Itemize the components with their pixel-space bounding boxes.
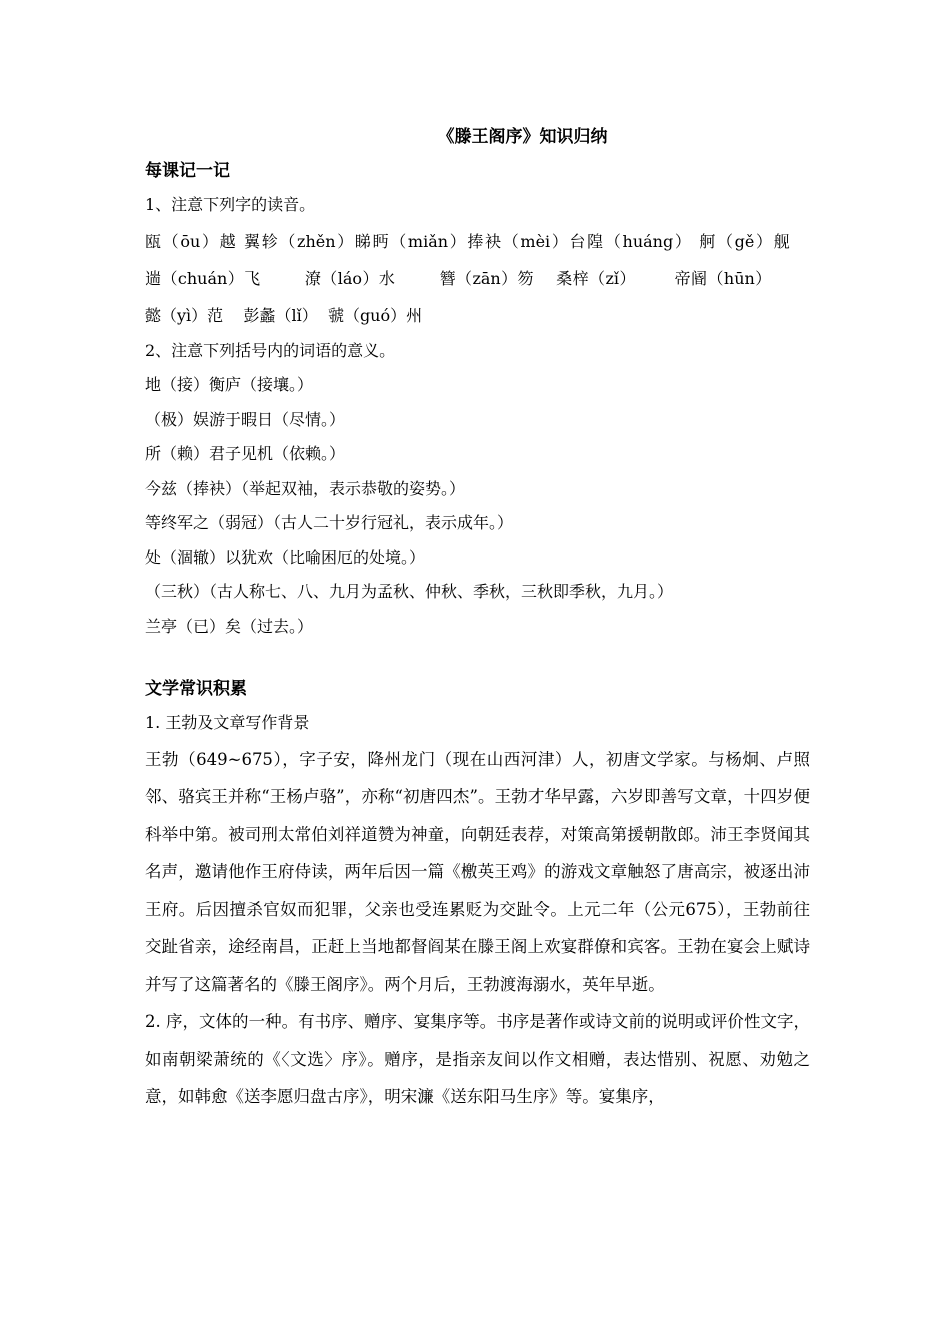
item-label-pronunciation: 1、注意下列字的读音。 — [145, 195, 316, 214]
pronunciation-entry: 台隍（huáng） — [569, 231, 700, 251]
item-label-author-background: 1. 王勃及文章写作背景 — [145, 713, 310, 732]
pronunciation-entry: 潦（láo）水 — [304, 268, 435, 288]
pronunciation-entry: 桑梓（zǐ） — [556, 268, 670, 288]
pronunciation-entry: 彭蠡（lǐ） — [243, 305, 323, 325]
pronunciation-entry: 簪（zān）笏 — [439, 268, 551, 288]
meaning-line: 地（接）衡庐（接壤。） — [145, 375, 314, 394]
author-background-paragraph: 王勃（649~675），字子安，降州龙门（现在山西河津）人，初唐文学家。与杨炯、卢照邻、骆宾王并称“王杨卢骆”，亦称“初唐四杰”。王勃才华早露，六岁即善写文章，十四岁便科举中第。被司刑太常伯刘祥道赞为神童，向朝廷表荐，对策高第援朝散郎。沛王李贤闻其名声，邀请他作王府侍读，两年后因一篇《檄英王鸡》的游戏文章触怒了唐高宗，被逐出沛王府。后因擅杀官奴而犯罪，父亲也受连累贬为交趾令。上元二年（公元675），王勃前往交趾省亲，途经南昌，正赶上当地都督阎某在滕王阁上欢宴群僚和宾客。王勃在宴会上赋诗并写了这篇著名的《滕王阁序》。两个月后，王勃渡海溺水，英年早逝。 — [145, 749, 810, 994]
meaning-line: 兰亭（已）矣（过去。） — [145, 616, 314, 636]
meaning-line: 所（赖）君子见机（依赖。） — [145, 444, 346, 463]
meaning-line: 处（涸辙）以犹欢（比喻困厄的处境。） — [145, 547, 426, 567]
section-spacer — [145, 644, 810, 672]
meaning-line: 今兹（捧袂）（举起双袖，表示恭敬的姿势。） — [145, 478, 466, 498]
pronunciation-entry: 翼轸（zhěn） — [244, 231, 355, 251]
meaning-line: 等终军之（弱冠）（古人二十岁行冠礼，表示成年。） — [145, 513, 514, 532]
meaning-line: （极）娱游于暇日（尽情。） — [145, 409, 346, 429]
section-heading-daily-notes: 每课记一记 — [145, 161, 230, 181]
pronunciation-entry: 瓯（ōu）越 — [145, 231, 245, 251]
pronunciation-entry: 懿（yì）范 — [145, 305, 239, 325]
document-page — [145, 120, 810, 1116]
section-heading-literature: 文学常识积累 — [145, 679, 247, 699]
preface-genre-paragraph: 2. 序，文体的一种。有书序、赠序、宴集序等。书序是著作或诗文前的说明或评价性文字，如南朝梁萧统的《〈文选〉序》。赠序，是指亲友间以作文相赠，表达惜别、祝愿、劝勉之意，如韩愈《送李愿归盘古序》，明宋濂《送东阳马生序》等。宴集序， — [145, 1012, 810, 1106]
pronunciation-entry: 舸（gě）舰 — [699, 231, 810, 251]
pronunciation-entry: 遄（chuán）飞 — [145, 268, 300, 288]
pronunciation-entry: 帝阍（hūn） — [674, 268, 810, 288]
document-title: 《滕王阁序》知识归纳 — [437, 127, 608, 147]
pronunciation-entry: 捧袂（mèi） — [467, 231, 570, 251]
pronunciation-entry: 虢（guó）州 — [327, 305, 423, 325]
pronunciation-list — [145, 223, 810, 334]
pronunciation-entry: 睇眄（miǎn） — [354, 231, 468, 251]
meaning-line: （三秋）（古人称七、八、九月为孟秋、仲秋、季秋，三秋即季秋，九月。） — [145, 582, 674, 601]
item-label-meanings: 2、注意下列括号内的词语的意义。 — [145, 340, 396, 360]
